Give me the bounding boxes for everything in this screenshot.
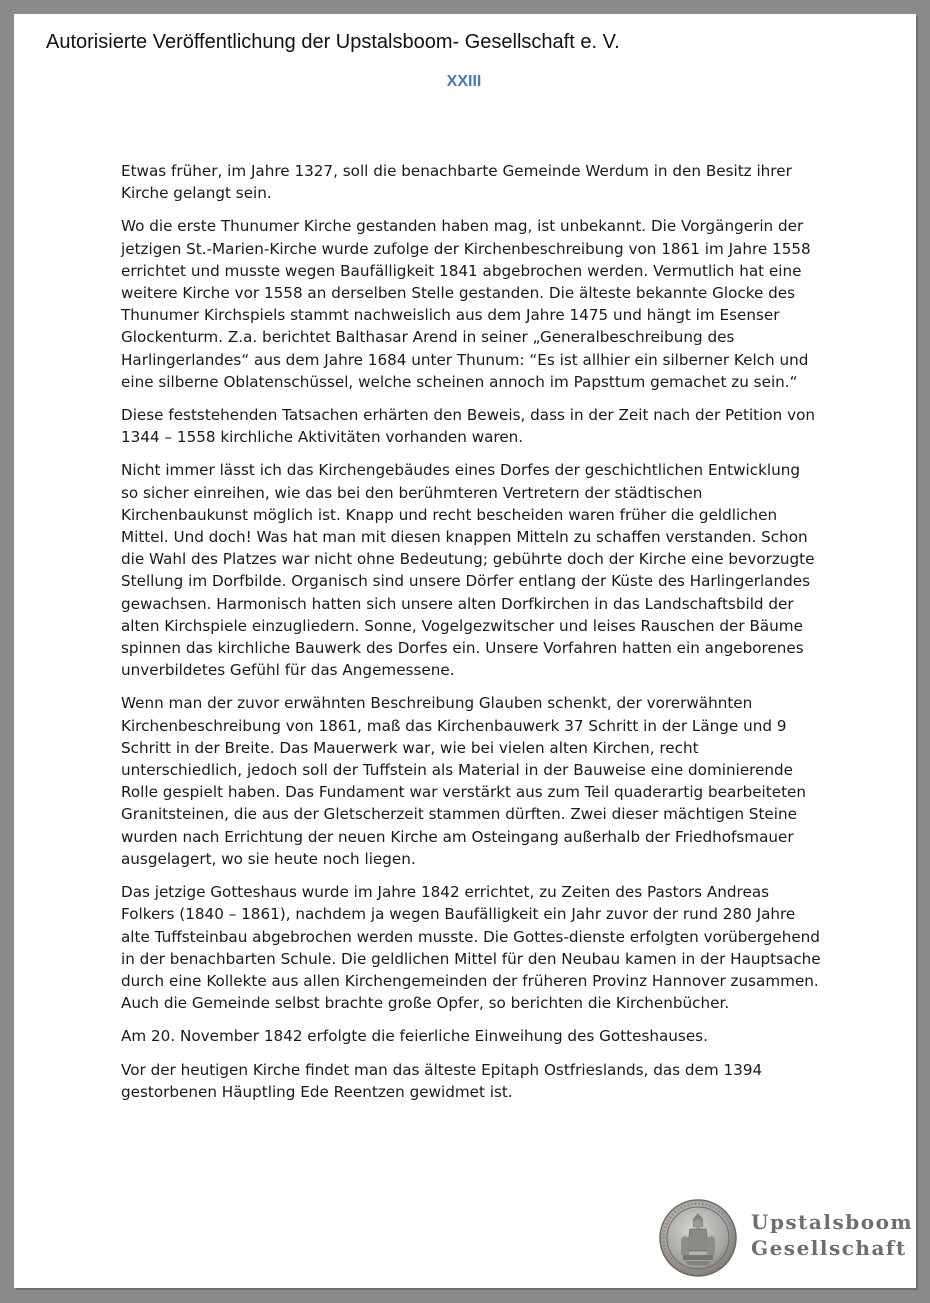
- paragraph: Wenn man der zuvor erwähnten Beschreibung Glauben schenkt, der vorerwähnten Kirchenbeschreibung von 1861, maß das Kirchenbauwerk 37 Schritt in der Länge und 9 Schritt in der Breite. Das Mauerwerk war, wie bei vielen alten Kirchen, recht unterschiedlich, jedoch soll der Tuffstein als Material in der Bauweise eine dominierende Rolle gespielt haben. Das Fundament war verstärkt aus zum Teil quaderartig bearbeiteten Granitsteinen, die aus der Gletscherzeit stammen dürften. Zwei dieser mächtigen Steine wurden nach Errichtung der neuen Kirche am Osteingang außerhalb der Friedhofsmauer ausgelagert, wo sie heute noch liegen.: [121, 694, 806, 868]
- paragraph: Diese feststehenden Tatsachen erhärten den Beweis, dass in der Zeit nach der Petition von 1344 – 1558 kirchliche Aktivitäten vorhanden waren.: [121, 406, 815, 447]
- paragraph: Wo die erste Thunumer Kirche gestanden haben mag, ist unbekannt. Die Vorgängerin der jetzigen St.-Marien-Kirche wurde zufolge der Kirchenbeschreibung von 1861 im Jahre 1558 errichtet und musste wegen Baufälligkeit 1841 abgebrochen werden. Vermutlich hat eine weitere Kirche vor 1558 an derselben Stelle gestanden. Die älteste bekannte Glocke des Thunumer Kirchspiels stammt nachweislich aus dem Jahre 1475 und hängt im Esenser Glockenturm. Z.a. berichtet Balthasar Arend in seiner „Generalbeschreibung des Harlingerlandes“ aus dem Jahre 1684 unter Thunum: “Es ist allhier ein silberner Kelch und eine silberne Oblatenschüssel, welche scheinen annoch im Papsttum gemachet zu sein.“: [121, 217, 811, 391]
- society-logo: [657, 1197, 914, 1279]
- paragraph: Das jetzige Gotteshaus wurde im Jahre 1842 errichtet, zu Zeiten des Pastors Andreas Folkers (1840 – 1861), nachdem ja wegen Baufälligkeit ein Jahr zuvor der rund 280 Jahre alte Tuffsteinbau abgebrochen werden musste. Die Gottes-dienste erfolgten vorübergehend in der benachbarten Schule. Die geldlichen Mittel für den Neubau kamen in der Hauptsache durch eine Kollekte aus allen Kirchengemeinden der früheren Provinz Hannover zusammen. Auch die Gemeinde selbst brachte große Opfer, so berichten die Kirchenbücher.: [121, 883, 821, 1013]
- paragraph: Nicht immer lässt ich das Kirchengebäudes eines Dorfes der geschichtlichen Entwicklung so sicher einreihen, wie das bei den berühmteren Vertretern der städtischen Kirchenbaukunst möglich ist. Knapp und recht bescheiden waren früher die geldlichen Mittel. Und doch! Was hat man mit diesen knappen Mitteln zu schaffen verstanden. Schon die Wahl des Platzes war nicht ohne Bedeutung; gebührte doch der Kirche eine bevorzugte Stellung im Dorfbilde. Organisch sind unsere Dörfer entlang der Küste des Harlingerlandes gewachsen. Harmonisch hatten sich unsere alten Dorfkirchen in das Landschaftsbild der alten Kirchspiele einzugliedern. Sonne, Vogelgezwitscher und leises Rauschen der Bäume spinnen das kirchliche Bauwerk des Dorfes ein. Unsere Vorfahren hatten ein angeborenes unverbildetes Gefühl für das Angemessene.: [121, 461, 815, 680]
- article-body: [121, 160, 821, 1114]
- paragraph: Etwas früher, im Jahre 1327, soll die benachbarte Gemeinde Werdum in den Besitz ihrer Kirche gelangt sein.: [121, 162, 792, 203]
- publication-header: Autorisierte Veröffentlichung der Upstalsboom- Gesellschaft e. V.: [46, 31, 620, 53]
- paragraph: Vor der heutigen Kirche findet man das älteste Epitaph Ostfrieslands, das dem 1394 gestorbenen Häuptling Ede Reentzen gewidmet ist.: [121, 1060, 763, 1101]
- logo-wordmark: [751, 1209, 913, 1261]
- document-page: [14, 14, 916, 1288]
- seal-icon: [659, 1199, 737, 1277]
- page-number: XXIII: [446, 73, 482, 90]
- logo-line-2: Gesellschaft: [751, 1236, 907, 1260]
- logo-line-1: Upstalsboom: [751, 1210, 914, 1234]
- paragraph: Am 20. November 1842 erfolgte die feierliche Einweihung des Gotteshauses.: [121, 1027, 708, 1046]
